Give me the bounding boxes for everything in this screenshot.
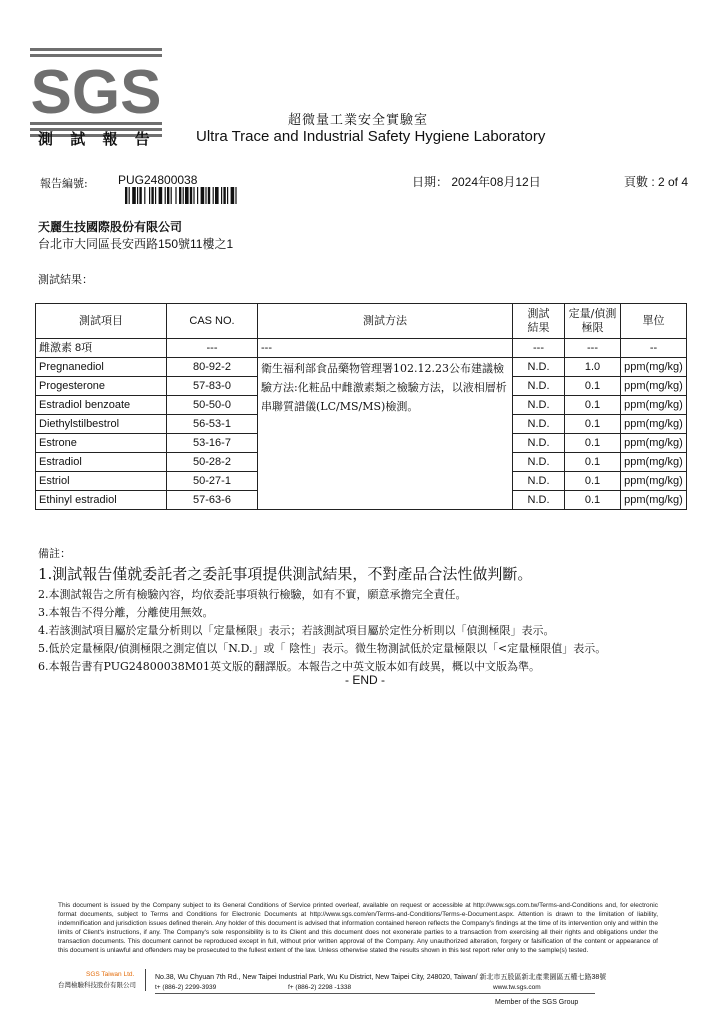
barcode-bar [139,187,141,204]
group-result: --- [513,339,565,358]
cell-limit: 0.1 [565,415,621,434]
barcode-bar [171,187,172,204]
note-item: 3.本報告不得分離，分離使用無效。 [38,606,214,619]
cell-result: N.D. [513,358,565,377]
cell-cas: 57-63-6 [167,491,258,510]
group-row [36,339,687,358]
cell-item: Progesterone [36,377,167,396]
table-row [36,358,687,377]
cell-unit: ppm(mg/kg) [621,434,687,453]
cell-limit: 0.1 [565,377,621,396]
report-title: 測 試 報 告 [38,130,156,148]
col-header-method: 測試方法 [258,304,513,339]
barcode-bar [179,187,181,204]
cell-result: N.D. [513,453,565,472]
company-address: No.38, Wu Chyuan 7th Rd., New Taipei Industrial Park, Wu Ku District, New Taipei City, 248020, Taiwan/ 新北市五股區新北產業園區五權七路38號 [155,974,607,981]
cell-unit: ppm(mg/kg) [621,396,687,415]
report-date: 日期： 2024年08月12日 [412,175,541,189]
company-phone: t+ (886-2) 2299-3939 [155,984,217,991]
barcode-bar [227,187,228,204]
barcode-bar [175,187,176,204]
cell-limit: 1.0 [565,358,621,377]
barcode-bar [208,187,210,204]
barcode-bar [159,187,163,204]
barcode-bar [231,187,235,204]
note-item: 2.本測試報告之所有檢驗內容，均依委託事項執行檢驗，如有不實，願意承擔完全責任。 [38,588,467,601]
member-of-group: Member of the SGS Group [495,999,579,1006]
barcode-icon [125,187,275,204]
cell-result: N.D. [513,396,565,415]
barcode-bar [197,187,198,204]
barcode-bar [235,187,236,204]
barcode-bar [190,187,192,204]
cell-limit: 0.1 [565,396,621,415]
col-header-item: 測試項目 [36,304,167,339]
barcode-bar [151,187,153,204]
legal-disclaimer: This document is issued by the Company subject to its General Conditions of Service printed overleaf, available on request or accessible at http://www.sgs.com.tw/Terms-and-Conditions and, for electronic format documents, subject to Terms and Conditions for Electronic Documents at http://www.sgs.com/en/Terms-and-Conditions/Terms-e-Document.aspx. Attention is drawn to the limitation of liability, indemnification and jurisdiction issues defined therein. Any holder of this document is advised that information contained hereon reflects the Company's findings at the time of its intervention only and within the limits of Client's instructions, if any. The Company's sole responsibility is to its Client and this document does not exonerate parties to a transaction from exercising all their rights and obligations under the transaction documents. This document cannot be reproduced except in full, without prior written approval of the Company. Any unauthorized alteration, forgery or falsification of the content or appearance of this document is unlawful and offenders may be prosecuted to the fullest extent of the law. Unless otherwise stated the results shown in this test report refer only to the sample(s) tested. [58,902,658,954]
cell-item: Pregnanediol [36,358,167,377]
cell-limit: 0.1 [565,453,621,472]
col-header-limit: 定量/偵測 極限 [565,304,621,339]
cell-result: N.D. [513,491,565,510]
col-header-unit: 單位 [621,304,687,339]
footer-divider [145,969,146,991]
cell-limit: 0.1 [565,491,621,510]
barcode-bar [213,187,214,204]
lab-name-zh: 超微量工業安全實驗室 [288,113,429,128]
barcode-bar [215,187,219,204]
cell-cas: 50-50-0 [167,396,258,415]
cell-item: Estriol [36,472,167,491]
barcode-bar [183,187,184,204]
col-header-cas: CAS NO. [167,304,258,339]
sgs-logo [30,42,162,142]
company-fax: f+ (886-2) 2298 -1338 [288,984,352,991]
cell-item: Estradiol benzoate [36,396,167,415]
cell-cas: 50-27-1 [167,472,258,491]
note-item: 5.低於定量極限/偵測極限之測定值以「N.D.」或「 陰性」表示。微生物測試低於定量極限以「<定量極限值」表示。 [38,642,607,655]
barcode-bar [201,187,205,204]
cell-limit: 0.1 [565,434,621,453]
client-address: 台北市大同區長安西路150號11樓之1 [38,237,234,251]
lab-name-en: Ultra Trace and Industrial Safety Hygiene Laboratory [196,128,546,145]
barcode-bar [193,187,194,204]
cell-item: Estrone [36,434,167,453]
col-header-result: 測試 結果 [513,304,565,339]
barcode-bar [125,187,127,204]
notes-list [38,562,606,676]
note-item: 6.本報告書有PUG24800038M01英文版的翻譯版。本報告之中英文版本如有歧異，概以中文版為準。 [38,660,541,673]
cell-cas: 50-28-2 [167,453,258,472]
results-table [35,303,687,510]
group-cas: --- [167,339,258,358]
barcode-bar [137,187,138,204]
barcode-bar [221,187,222,204]
company-name-en: SGS Taiwan Ltd. [86,971,135,978]
cell-unit: ppm(mg/kg) [621,453,687,472]
cell-unit: ppm(mg/kg) [621,472,687,491]
cell-limit: 0.1 [565,472,621,491]
group-method: --- [258,339,513,358]
group-unit: -- [621,339,687,358]
cell-item: Ethinyl estradiol [36,491,167,510]
cell-cas: 80-92-2 [167,358,258,377]
client-name: 天麗生技國際股份有限公司 [38,220,183,234]
notes-label: 備註： [38,547,71,560]
end-mark: - END - [345,673,385,687]
barcode-bar [132,187,136,204]
cell-result: N.D. [513,377,565,396]
barcode-bar [144,187,145,204]
company-website: www.tw.sgs.com [493,984,541,991]
cell-item: Diethylstilbestrol [36,415,167,434]
page-number: 頁數 : 2 of 4 [624,175,689,189]
cell-unit: ppm(mg/kg) [621,358,687,377]
cell-unit: ppm(mg/kg) [621,491,687,510]
report-number-label: 報告編號: [40,177,88,190]
barcode-bar [165,187,166,204]
barcode-bar [185,187,189,204]
barcode-bar [223,187,225,204]
footer-rule [155,993,595,994]
table-header-row [36,304,687,339]
barcode-bar [149,187,150,204]
cell-result: N.D. [513,472,565,491]
barcode-bar [155,187,156,204]
report-number: PUG24800038 [118,173,198,187]
barcode-bar [167,187,169,204]
results-label: 測試結果： [38,273,93,286]
cell-cas: 56-53-1 [167,415,258,434]
company-name-zh: 台灣檢驗科技股份有限公司 [58,981,136,989]
note-item: 4.若該測試項目屬於定量分析則以「定量極限」表示；若該測試項目屬於定性分析則以「偵測極限」表示。 [38,624,555,637]
sgs-logo-text: SGS [30,58,162,127]
cell-item: Estradiol [36,453,167,472]
cell-cas: 53-16-7 [167,434,258,453]
cell-unit: ppm(mg/kg) [621,415,687,434]
barcode-bar [205,187,206,204]
cell-unit: ppm(mg/kg) [621,377,687,396]
note-item: 1.測試報告僅就委託者之委託事項提供測試結果，不對產品合法性做判斷。 [38,565,533,583]
test-method: 衛生福利部食品藥物管理署102.12.23公布建議檢驗方法:化粧品中雌激素類之檢驗方法，以液相層析串聯質譜儀(LC/MS/MS)檢測。 [258,358,513,510]
group-limit: --- [565,339,621,358]
cell-result: N.D. [513,415,565,434]
barcode-bar [129,187,130,204]
cell-result: N.D. [513,434,565,453]
group-item: 雌激素 8項 [36,339,167,358]
cell-cas: 57-83-0 [167,377,258,396]
